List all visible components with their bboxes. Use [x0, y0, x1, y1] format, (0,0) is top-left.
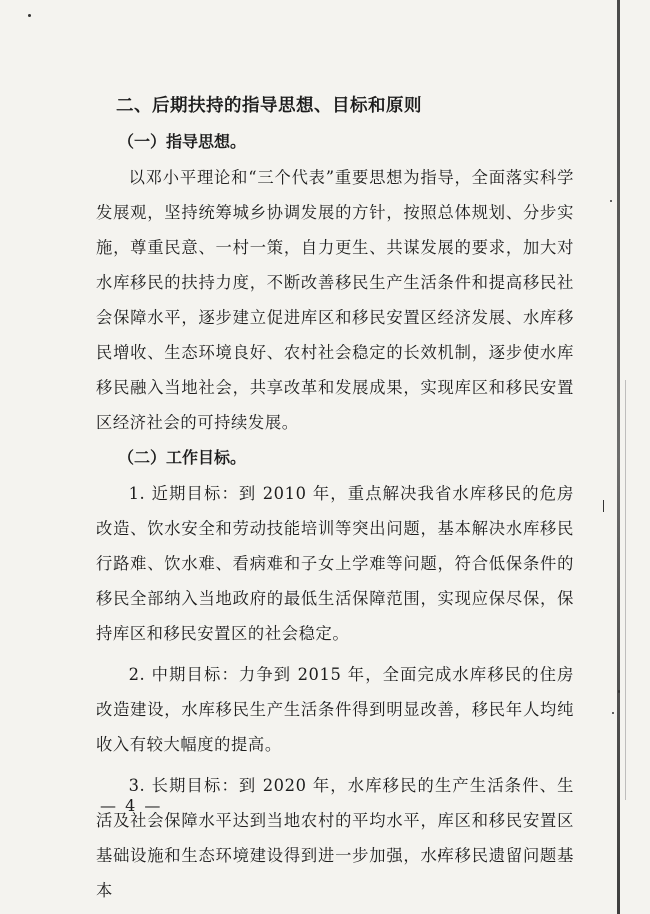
work-goals-heading: （二）工作目标。 [118, 448, 247, 467]
section-title: 二、后期扶持的指导思想、目标和原则 [116, 96, 422, 116]
document-body [96, 88, 574, 908]
scan-speck [28, 14, 31, 17]
guiding-ideology-heading: （一）指导思想。 [118, 132, 247, 151]
scan-speck [603, 500, 604, 512]
long-term-goal-paragraph: 3. 长期目标：到 2020 年，水库移民的生产生活条件、生活及社会保障水平达到当地农村的平均水平，库区和移民安置区基础设施和生态环境建设得到进一步加强，水库移民遗留问题基本 [96, 776, 574, 900]
scan-edge-line [617, 0, 620, 914]
scan-speck [618, 690, 620, 693]
guiding-ideology-paragraph: 以邓小平理论和“三个代表”重要思想为指导，全面落实科学发展观，坚持统筹城乡协调发展的方针，按照总体规划、分步实施，尊重民意、一村一策，自力更生、共谋发展的要求，加大对水库移民的扶持力度，不断改善移民生产生活条件和提高移民社会保障水平，逐步建立促进库区和移民安置区经济发展、水库移民增收、生态环境良好、农村社会稳定的长效机制，逐步使水库移民融入当地社会，共享改革和发展成果，实现库区和移民安置区经济社会的可持续发展。 [96, 168, 574, 432]
page-number: — 4 — [100, 796, 163, 815]
scan-speck [610, 200, 612, 202]
scan-edge-faint-line [625, 380, 626, 800]
scan-speck [612, 712, 614, 714]
near-term-goal-paragraph: 1. 近期目标：到 2010 年，重点解决我省水库移民的危房改造、饮水安全和劳动技能培训等突出问题，基本解决水库移民行路难、饮水难、看病难和子女上学难等问题，符合低保条件的移民全部纳入当地政府的最低生活保障范围，实现应保尽保，保持库区和移民安置区的社会稳定。 [96, 484, 574, 643]
mid-term-goal-paragraph: 2. 中期目标：力争到 2015 年，全面完成水库移民的住房改造建设，水库移民生产生活条件得到明显改善，移民年人均纯收入有较大幅度的提高。 [96, 665, 574, 754]
